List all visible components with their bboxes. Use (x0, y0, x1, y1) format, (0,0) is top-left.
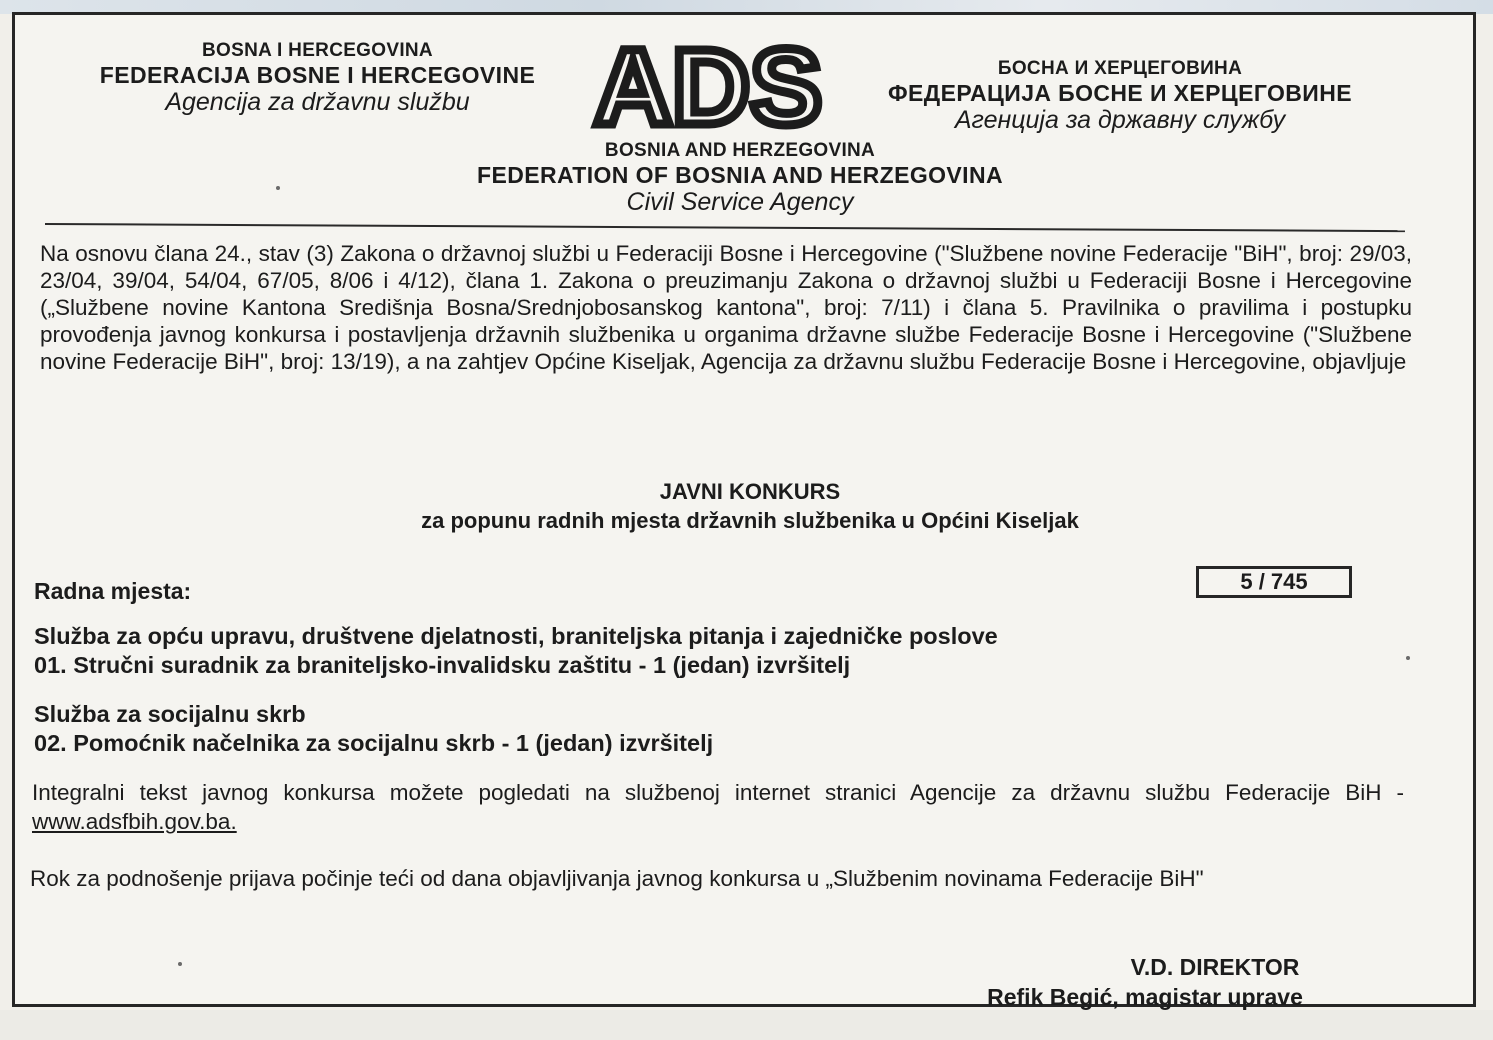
header-left-country: BOSNA I HERCEGOVINA (202, 40, 433, 61)
scan-speck (276, 186, 280, 190)
title-subtitle: za popunu radnih mjesta državnih službenika u Općini Kiseljak (421, 508, 1079, 533)
intro-paragraph: Na osnovu člana 24., stav (3) Zakona o državnoj službi u Federaciji Bosne i Hercegovine ("Službene novine Federacije "BiH", broj: 29/03, 23/04, 39/04, 54/04, 67/05, 8/06 i 4/12), člana 1. Zakona o preuzimanju Zakona o državnoj službi u Federaciji Bosne i Hercegovine („Službene novine Kantona Središnja Bosna/Srednjobosanskog kantona", broj: 7/11) i člana 5. Pravilnika o pravilima i postupku provođenja javnog konkursa i postavljenja državnih službenika u organima državne službe Federacije Bosne i Hercegovine ("Službene novine Federacije BiH", broj: 13/19), a na zahtjev Općine Kiseljak, Agencija za državnu službu Federacije Bosne i Hercegovine, objavljuje (40, 241, 1412, 374)
ads-logo-icon (590, 38, 830, 140)
section-1-item: 01. Stručni suradnik za braniteljsko-invalidsku zaštitu - 1 (jedan) izvršitelj (34, 652, 851, 678)
header-right (845, 58, 1395, 134)
title-main: JAVNI KONKURS (659, 479, 841, 504)
signature-name: Refik Begić, magistar uprave (987, 984, 1303, 1010)
announcement-title (330, 478, 1170, 536)
header-center (400, 140, 1080, 216)
header-center-federation: FEDERATION OF BOSNIA AND HERZEGOVINA (477, 162, 1003, 188)
ads-logo (590, 38, 830, 140)
svg-text:ADS: ADS (593, 38, 823, 140)
header-right-federation: ФЕДЕРАЦИЈА БОСНЕ И ХЕРЦЕГОВИНЕ (888, 80, 1352, 106)
header-center-agency: Civil Service Agency (626, 188, 854, 216)
signature-title: V.D. DIREKTOR (1130, 954, 1300, 980)
header-center-country: BOSNIA AND HERZEGOVINA (604, 140, 876, 161)
website-link[interactable]: www.adsfbih.gov.ba. (32, 809, 237, 834)
deadline-paragraph: Rok za podnošenje prijava počinje teći od dana objavljivanja javnog konkursa u „Službenim novinama Federacije BiH" (30, 866, 1204, 891)
section-2 (34, 700, 1414, 758)
positions-label: Radna mjesta: (34, 578, 192, 604)
header-right-agency: Агенција за државну службу (954, 106, 1286, 134)
scan-speck (1406, 656, 1410, 660)
notice-paragraph (32, 778, 1404, 836)
header-left-federation: FEDERACIJA BOSNE I HERCEGOVINE (99, 62, 536, 88)
section-1 (34, 622, 1414, 680)
section-2-item: 02. Pomoćnik načelnika za socijalnu skrb - 1 (jedan) izvršitelj (34, 730, 714, 756)
ad-number-box: 5 / 745 (1196, 566, 1352, 598)
signature-block (880, 952, 1410, 1012)
scan-bottom-margin (0, 1010, 1493, 1040)
header-left (40, 40, 595, 116)
section-2-name: Služba za socijalnu skrb (34, 701, 306, 727)
section-1-name: Služba za opću upravu, društvene djelatnosti, braniteljska pitanja i zajedničke poslove (34, 623, 998, 649)
scan-speck (178, 962, 182, 966)
notice-text: Integralni tekst javnog konkursa možete pogledati na službenoj internet stranici Agencije za državnu službu Federacije BiH - (32, 780, 1404, 805)
header-right-country: БОСНА И ХЕРЦЕГОВИНА (997, 58, 1243, 79)
header-left-agency: Agencija za državnu službu (165, 88, 470, 116)
